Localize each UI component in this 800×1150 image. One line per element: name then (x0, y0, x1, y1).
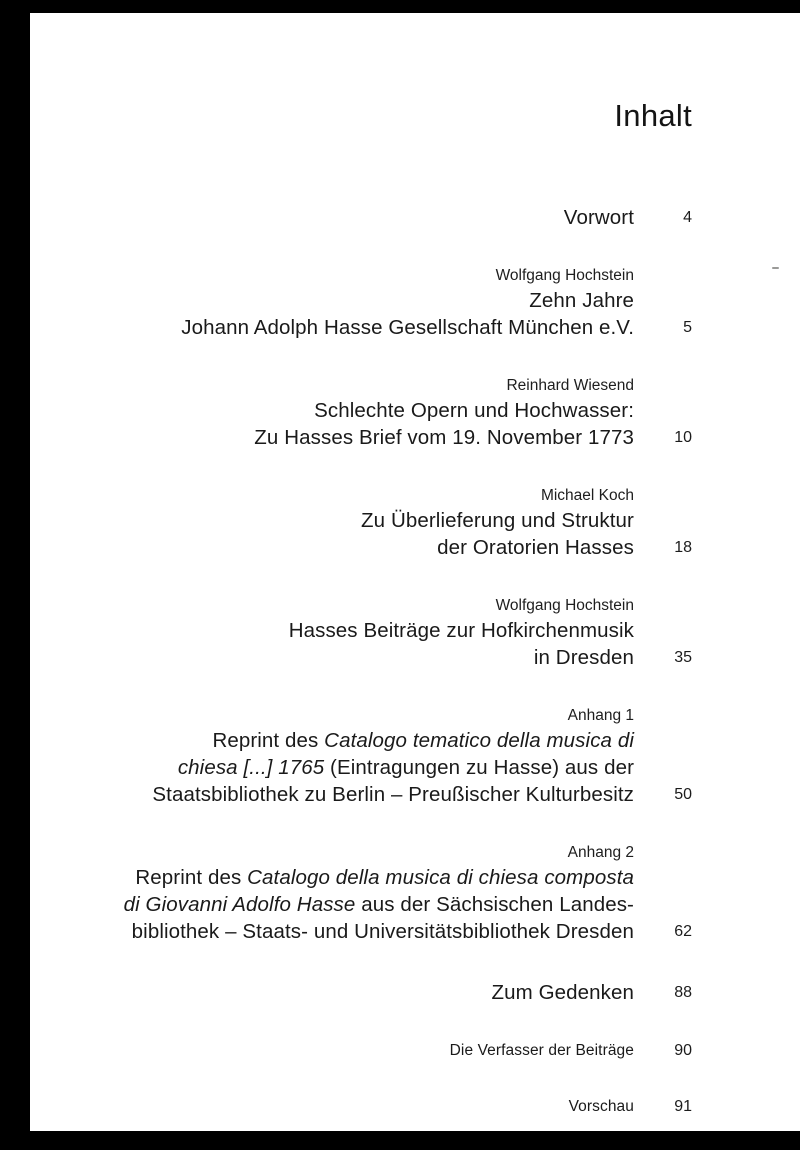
entry-text (88, 979, 634, 1006)
toc-entry (88, 1096, 692, 1118)
entry-author: Wolfgang Hochstein (495, 267, 634, 284)
entry-page-number: 4 (683, 209, 692, 226)
entry-text (88, 842, 634, 945)
entry-title-line: Hasses Beiträge zur Hofkirchenmusik (288, 619, 634, 642)
entry-title-segment-italic: di Giovanni Adolfo Hasse (123, 893, 356, 916)
entry-title-line: Zu Hasses Brief vom 19. November 1773 (254, 426, 634, 449)
entry-page-number: 90 (674, 1042, 692, 1059)
page-frame-top (0, 0, 800, 13)
entry-title-line (88, 754, 634, 781)
entry-page-number: 62 (674, 923, 692, 940)
entry-page-number: 5 (683, 319, 692, 336)
entry-title-segment: (Eintragungen zu Hasse) aus der (324, 756, 634, 779)
page-title: Inhalt (614, 98, 692, 133)
entry-title-segment-italic: chiesa [...] 1765 (177, 756, 325, 779)
entry-title-line (88, 864, 634, 891)
entry-title-segment: Reprint des (212, 729, 325, 752)
entry-text (88, 375, 634, 451)
entry-author: Wolfgang Hochstein (495, 597, 634, 614)
entry-author: Anhang 1 (567, 707, 634, 724)
entry-author: Michael Koch (540, 487, 634, 504)
entry-text (88, 1040, 634, 1062)
toc-entry (88, 204, 692, 231)
entry-title-segment-italic: Catalogo tematico della musica di (324, 729, 634, 752)
entry-title-segment-italic: Catalogo della musica di chiesa composta (247, 866, 634, 889)
toc-entries (88, 204, 692, 1118)
toc-entry (88, 595, 692, 671)
toc-entry (88, 485, 692, 561)
entry-text (88, 265, 634, 341)
entry-title-line (88, 727, 634, 754)
toc-entry (88, 842, 692, 945)
entry-text (88, 1096, 634, 1118)
entry-title-line: bibliothek – Staats- und Universitätsbibliothek Dresden (131, 920, 634, 943)
entry-title-line: Johann Adolph Hasse Gesellschaft München e.V. (181, 316, 634, 339)
entry-author: Anhang 2 (567, 844, 634, 861)
entry-title-line: Zehn Jahre (529, 289, 634, 312)
entry-page-number: 88 (674, 984, 692, 1001)
entry-text (88, 485, 634, 561)
toc-entry (88, 705, 692, 808)
entry-author: Reinhard Wiesend (506, 377, 634, 394)
entry-page-number: 10 (674, 429, 692, 446)
toc-page (30, 13, 800, 1131)
entry-page-number: 18 (674, 539, 692, 556)
toc-entry (88, 979, 692, 1006)
entry-page-number: 35 (674, 649, 692, 666)
entry-title-line: der Oratorien Hasses (437, 536, 634, 559)
entry-title-segment: aus der Sächsischen Landes- (355, 893, 634, 916)
entry-page-number: 91 (674, 1098, 692, 1115)
toc-entry (88, 1040, 692, 1062)
entry-title-line: Die Verfasser der Beiträge (449, 1042, 634, 1059)
page-frame-bottom (0, 1131, 800, 1150)
page-frame-left (0, 0, 30, 1150)
entry-title-line: Vorwort (563, 206, 634, 229)
entry-title-line: Vorschau (568, 1098, 634, 1115)
entry-title-line: Zum Gedenken (491, 981, 634, 1004)
toc-entry (88, 265, 692, 341)
entry-title-segment: Reprint des (135, 866, 248, 889)
entry-title-line: Staatsbibliothek zu Berlin – Preußischer Kulturbesitz (152, 783, 634, 806)
entry-text (88, 595, 634, 671)
entry-title-line: in Dresden (533, 646, 634, 669)
toc-entry (88, 375, 692, 451)
entry-text (88, 705, 634, 808)
entry-title-line (88, 891, 634, 918)
entry-title-line: Zu Überlieferung und Struktur (361, 509, 634, 532)
entry-text (88, 204, 634, 231)
entry-title-line: Schlechte Opern und Hochwasser: (314, 399, 634, 422)
entry-page-number: 50 (674, 786, 692, 803)
